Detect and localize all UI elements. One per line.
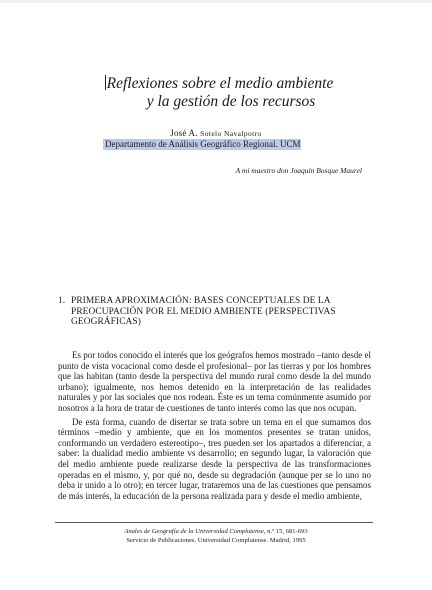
department-affiliation-highlighted[interactable]: Departamento de Análisis Geográfico Regional. UCM <box>105 139 301 149</box>
paragraph-2: De esta forma, cuando de disertar se trata sobre un tema en el que sumamos dos términos –medio y ambiente, que en los momentos presentes se tratan unidos, conformando un verdadero estereotipo–, tres pueden ser los apartados a diferenciar, a saber: la dualidad medio ambiente vs desarrollo; en segundo lugar, la valoración que del medio ambiente puede realizarse desde la perspectiva de las transformaciones operadas en el mismo, y, por qué no, desde su degradación (aunque per se lo uno no deba ir unido a lo otro); en tercer lugar, trataremos una de las cuestiones que pensamos de más interés, la educación de la persona realizada para y desde el medio ambiente, <box>58 416 371 501</box>
footer-divider <box>55 522 373 523</box>
author-name <box>0 128 432 138</box>
title-line-2: y la gestión de los recursos <box>146 93 316 110</box>
paragraph-1: Es por todos conocido el interés que los geógrafos hemos mostrado –tanto desde el punto de vista vocacional como desde el profesional– por las tierras y por los hombres que las habitan (tanto desde la perspectiva del mundo rural como desde la del mundo urbano); igualmente, nos hemos detenido en la interpretación de las realidades naturales y por las sociales que nos rodean. Éste es un tema comúnmente asumido por nosotros a la hora de tratar de cuestiones de tanto interés como las que nos ocupan. <box>58 350 371 413</box>
article-title <box>0 75 432 111</box>
author-initial: José A. <box>170 128 198 138</box>
title-line-1-text: Reflexiones sobre el medio ambiente <box>106 75 334 92</box>
footer-volume-pages: n.º 15, 681-693 <box>265 528 308 535</box>
title-line-1 <box>0 75 432 93</box>
text-cursor <box>105 75 106 90</box>
dedication: A mi maestro don Joaquín Bosque Maurel <box>235 166 362 175</box>
top-edge <box>0 0 432 3</box>
author-surname: Sotelo Navalpotro <box>200 129 262 138</box>
footer-citation-line <box>0 528 432 537</box>
page-footer <box>0 528 432 545</box>
footer-journal: Anales de Geografía de la Universidad Complutense, <box>124 528 266 535</box>
section-number: 1. <box>58 296 66 306</box>
footer-publisher: Servicio de Publicaciones. Universidad Complutense. Madrid, 1995 <box>126 536 306 544</box>
section-heading-text: PRIMERA APROXIMACIÓN: BASES CONCEPTUALES DE LA PREOCUPACIÓN POR EL MEDIO AMBIENTE (PERSPECTIVAS GEOGRÁFICAS) <box>71 296 336 327</box>
body-text <box>58 350 371 504</box>
